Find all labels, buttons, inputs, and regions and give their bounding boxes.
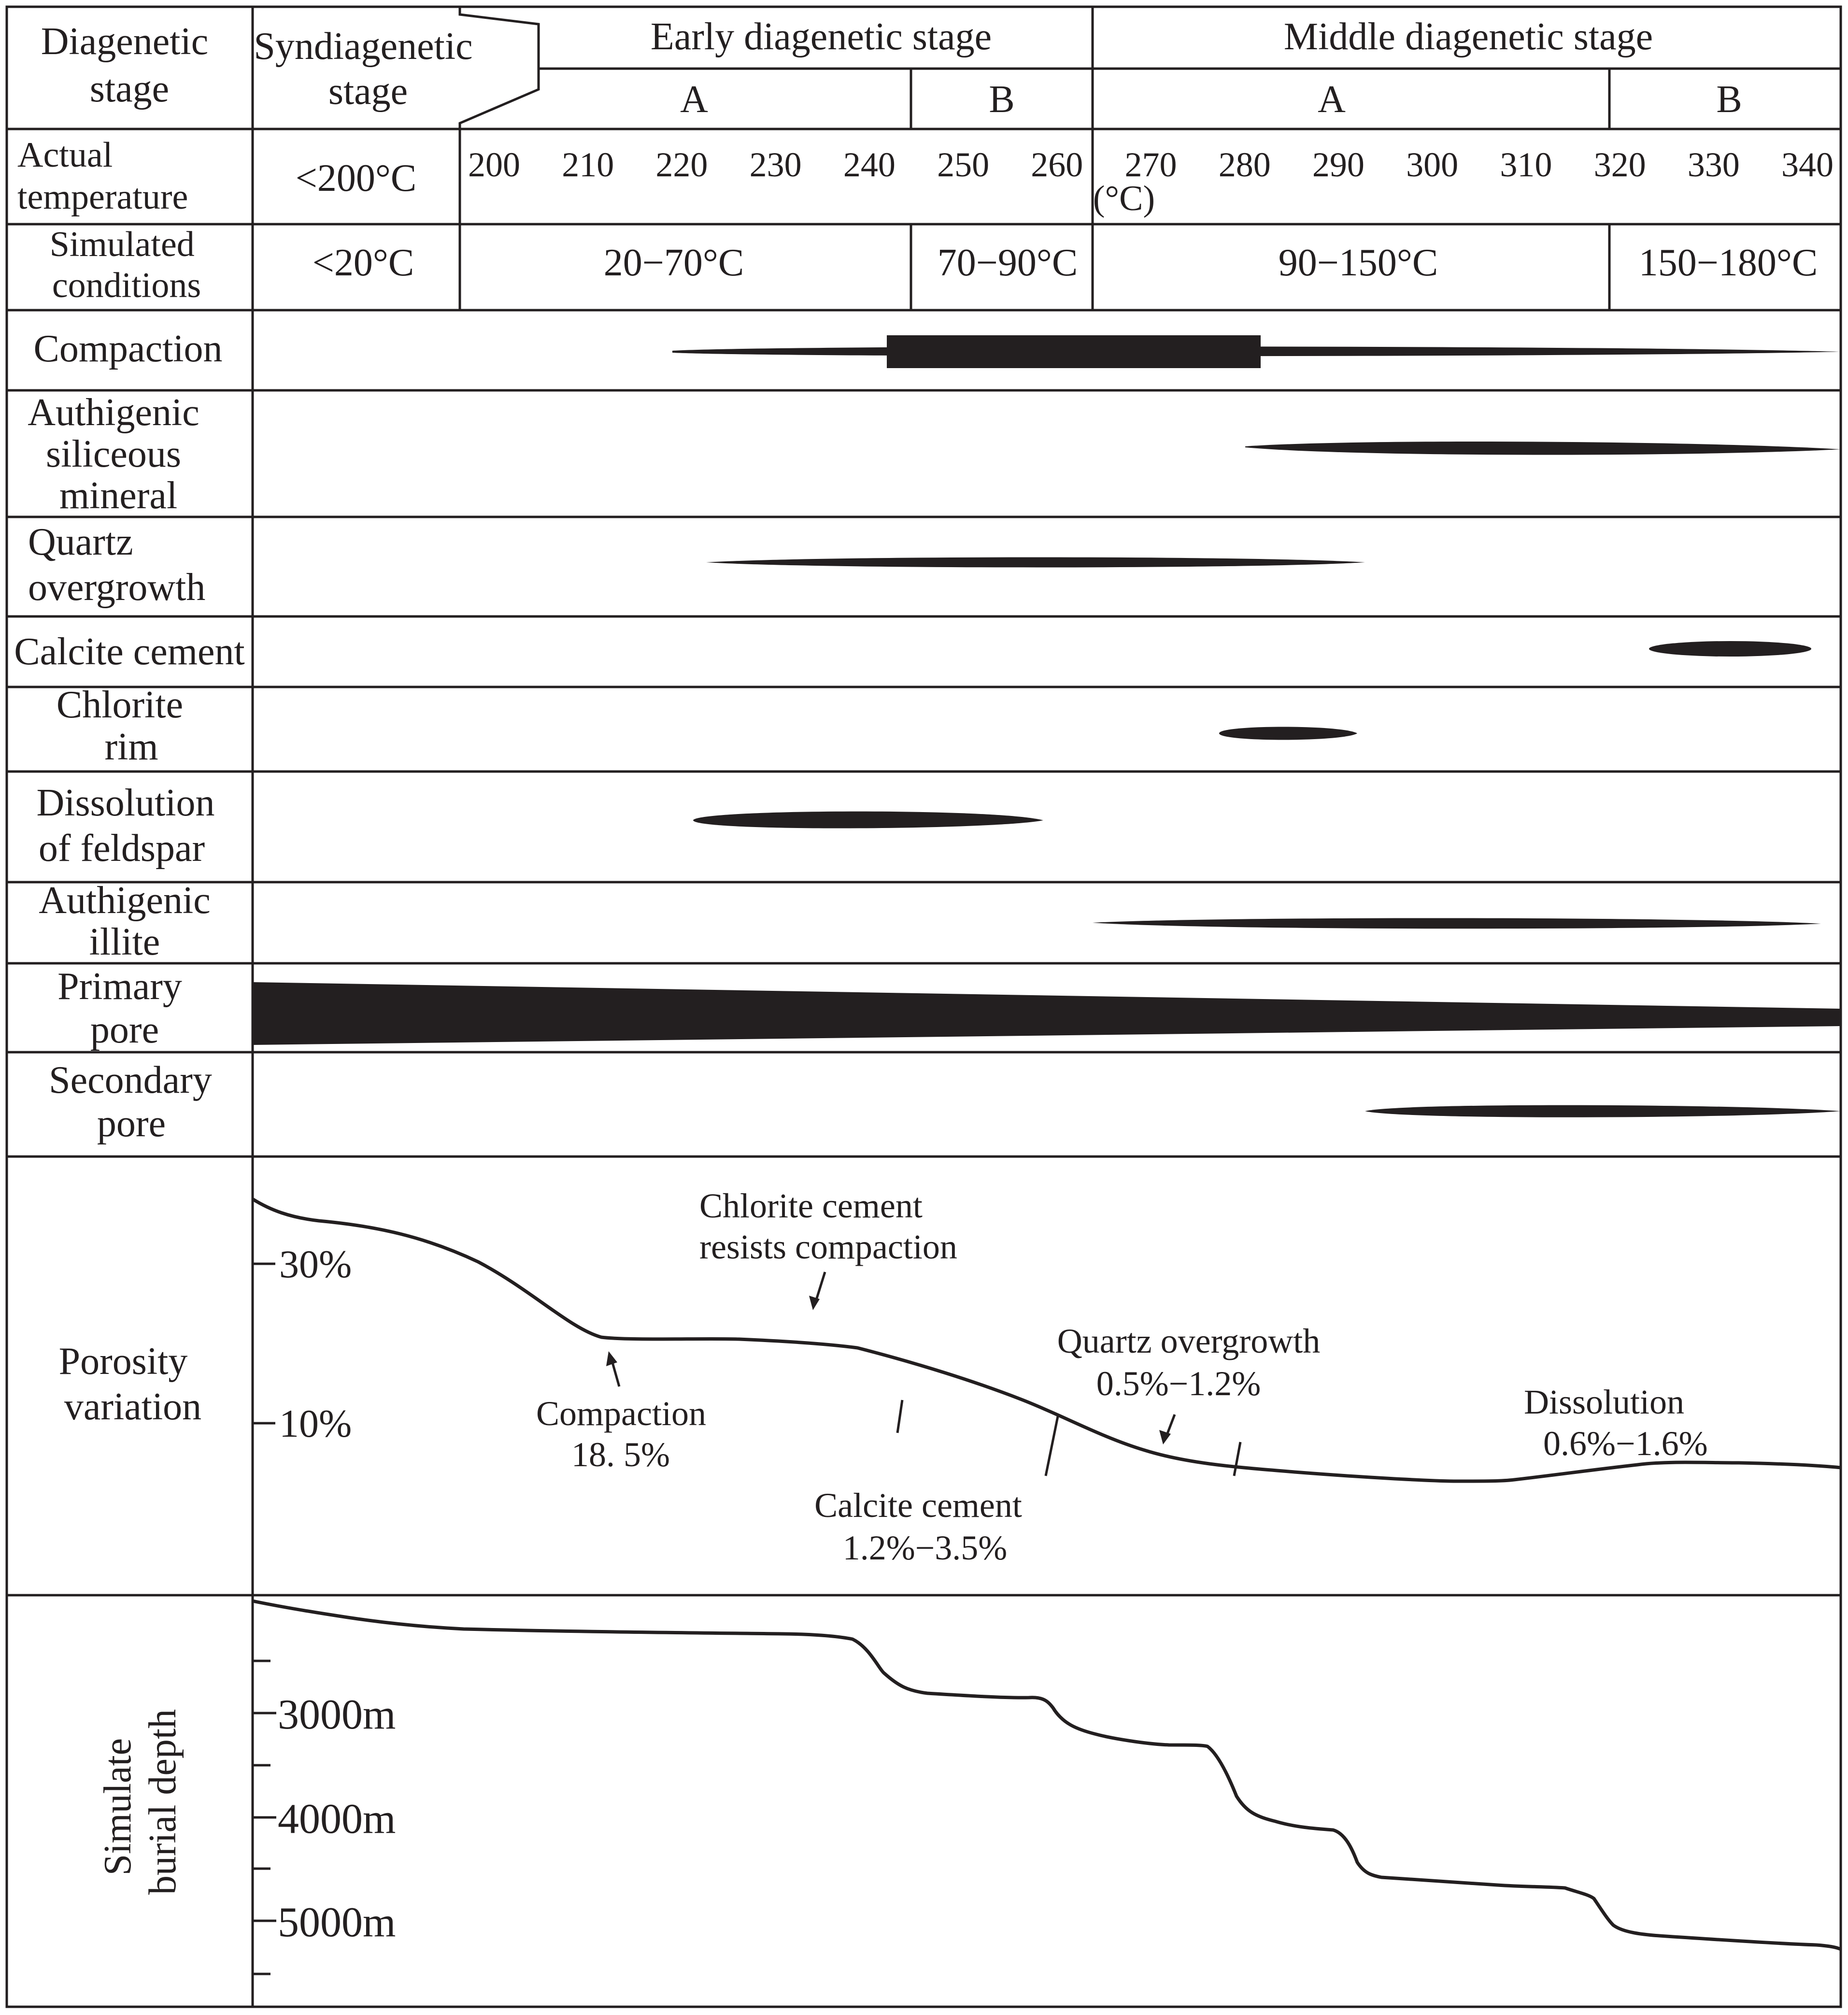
- temperature-tick-340: 340: [1781, 145, 1834, 184]
- secondary-pore-bar: [1365, 1105, 1841, 1117]
- depth-axis-4000: 4000m: [278, 1796, 396, 1843]
- annotation-compaction: Compaction 18. 5%: [536, 1394, 706, 1474]
- temperature-tick-330: 330: [1687, 145, 1740, 184]
- calcite-cement-bar: [1649, 641, 1811, 657]
- temperature-tick-290: 290: [1312, 145, 1365, 184]
- syndiagenetic-stage-label: Syndiagenetic stage: [254, 25, 473, 113]
- chlorite-rim-bar: [1219, 727, 1357, 740]
- porosity-axis-30: 30%: [279, 1242, 352, 1286]
- depth-axis-3000: 3000m: [278, 1691, 396, 1738]
- simulated-row: [50, 225, 1818, 305]
- syn-simulated-value: <20°C: [312, 242, 414, 284]
- diagenetic-stage-title: Diagenetic stage: [41, 20, 209, 110]
- temperature-tick-320: 320: [1593, 145, 1646, 184]
- dissolution-of-feldspar-bar: [693, 812, 1043, 829]
- quartz-overgrowth-label: Quartz overgrowth: [28, 521, 206, 609]
- annotation-calcite-cement: Calcite cement 1.2%−3.5%: [814, 1486, 1022, 1567]
- marker-quartz: [1234, 1442, 1240, 1476]
- temperature-tick-250: 250: [937, 145, 990, 184]
- early-diagenetic-stage-label: Early diagenetic stage: [650, 15, 992, 58]
- temperature-tick-280: 280: [1218, 145, 1271, 184]
- temperature-tick-260: 260: [1031, 145, 1083, 184]
- middle-substage-b: B: [1716, 78, 1742, 121]
- middle-diagenetic-stage-label: Middle diagenetic stage: [1283, 15, 1653, 58]
- middle-substage-a: A: [1318, 78, 1346, 121]
- temperature-tick-240: 240: [843, 145, 896, 184]
- temperature-row: [17, 135, 1834, 218]
- authigenic-illite-label: Authigenic illite: [39, 879, 211, 963]
- secondary-pore-label: Secondary pore: [49, 1059, 212, 1145]
- early-a-simulated: 20−70°C: [603, 242, 744, 284]
- temperature-tick-310: 310: [1500, 145, 1552, 184]
- burial-depth-curve: [253, 1601, 1841, 1949]
- simulated-conditions-label: Simulated conditions: [49, 225, 201, 305]
- temperature-tick-230: 230: [749, 145, 802, 184]
- arrow-compaction-head: [606, 1351, 617, 1366]
- temperature-tick-270: 270: [1124, 145, 1177, 184]
- syn-temperature-value: <200°C: [295, 157, 417, 200]
- temperature-unit: (°C): [1093, 179, 1155, 218]
- temperature-tick-210: 210: [562, 145, 614, 184]
- authigenic-siliceous-mineral-bar: [1245, 442, 1841, 455]
- early-substage-a: A: [680, 78, 708, 121]
- burial-depth-label: Simulate burial depth: [97, 1709, 184, 1895]
- annotation-dissolution: Dissolution 0.6%−1.6%: [1524, 1383, 1708, 1463]
- marker-calcite-1: [897, 1400, 902, 1433]
- temperature-tick-300: 300: [1406, 145, 1459, 184]
- annotation-chlorite-cement: Chlorite cement resists compaction: [699, 1186, 957, 1266]
- porosity-variation-label: Porosity variation: [58, 1340, 202, 1428]
- quartz-overgrowth-bar: [706, 557, 1365, 568]
- compaction-label: Compaction: [33, 328, 223, 370]
- temperature-tick-200: 200: [468, 145, 520, 184]
- process-bars: [253, 335, 1841, 1117]
- middle-b-simulated: 150−180°C: [1638, 242, 1818, 284]
- annotation-quartz-overgrowth: Quartz overgrowth 0.5%−1.2%: [1057, 1322, 1321, 1403]
- early-b-simulated: 70−90°C: [937, 242, 1078, 284]
- burial-depth-panel: [97, 1601, 1841, 1974]
- compaction-bar-thick: [887, 335, 1261, 368]
- temperature-ticks: [468, 145, 1834, 184]
- marker-calcite-2: [1046, 1416, 1058, 1476]
- primary-pore-label: Primary pore: [57, 965, 182, 1051]
- temperature-label: Actual temperature: [17, 135, 188, 217]
- authigenic-siliceous-mineral-label: Authigenic siliceous mineral: [28, 391, 199, 517]
- process-labels: [14, 328, 245, 1145]
- chlorite-rim-label: Chlorite rim: [56, 684, 184, 768]
- porosity-axis-10: 10%: [279, 1401, 352, 1445]
- authigenic-illite-bar: [1093, 918, 1821, 929]
- middle-a-simulated: 90−150°C: [1278, 242, 1438, 284]
- dissolution-of-feldspar-label: Dissolution of feldspar: [36, 782, 215, 870]
- primary-pore-wedge: [253, 982, 1841, 1045]
- porosity-panel: [59, 1186, 1841, 1567]
- early-substage-b: B: [989, 78, 1015, 121]
- depth-axis-5000: 5000m: [278, 1899, 396, 1946]
- temperature-tick-220: 220: [655, 145, 708, 184]
- calcite-cement-label: Calcite cement: [14, 630, 245, 673]
